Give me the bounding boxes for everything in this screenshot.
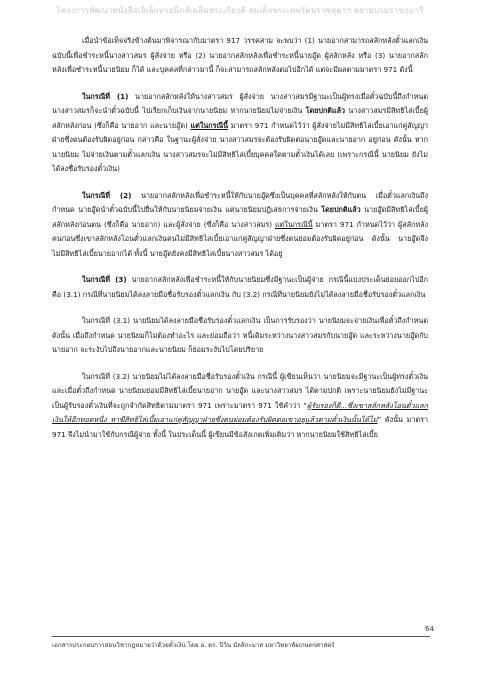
paragraph-text-segment: โดยปกติแล้ว [321,205,361,214]
paragraph [52,370,428,443]
paragraph-text-segment: ผู้รับรองก็ดี...ซึ่งเขาสลักหลังโอนตั๋วแลกเงินให้อีกทอดหนึ่ง หาฆีสิทธิไล่เบี้ยเอาแก่คู่สัญญาฝ่ายซึ่งตนย่อมต้องรับผิดต่อเขาอยู่แล้วตามตั๋วเงินนั้นได้ไม่ [52,400,428,424]
paragraph-text-segment: แต่ในกรณีนี้ [275,219,313,229]
paragraph-text-segment: มาตรา 971 กำหนดไว้ว่า ผู้สั่งจ่ายไม่มีสิทธิไล่เบี้ยเอาแก่คู่สัญญาฝ่ายซึ่งตนต้องรับผิดอยู่ก่อน กล่าวคือ ในฐานะผู้สั่งจ่าย นางสาวสมรจะต้องรับผิดต่อนายอู๊ดและนายอาก อยู่ก่อน ดังนั้น หากนายนิยม ไม่จ่ายเงินตามตั๋วแลกเงิน นางสาวสมรจะไม่มีสิทธิไล่เบี้ยบุคคลใดตามตั๋วเงินได้เลย (เพราะกรณีนี้ นายนิยม ยังไม่ได้ลงชื่อรับรองตั๋วเงิน) [52,120,428,173]
paragraph-text-segment: เมื่อนำข้อเท็จจริงข้างต้นมาพิจารณากับมาตรา 917 วรรคสาม จะพบว่า (1) นายอากสามารถสลักหลังตั๋วแลกเงินฉบับนี้เพื่อชำระหนี้นางสาวสมร ผู้สั่งจ่าย หรือ (2) นายอากสลักหลังเพื่อชำระหนี้นายอู๊ด ผู้สลักหลัง หรือ (3) นายอากสลักหลังเพื่อชำระหนี้นายนิยม ก็ได้ และบุคคลที่กล่าวมานี้ ก็จะสามารถสลักหลังต่อไปอีกได้ แต่จะมีผลตามมาตรา 971 ดังนี้ [52,36,428,74]
document-body [52,34,428,454]
paragraph [52,273,428,302]
paragraph [52,189,428,262]
paragraph-text-segment: นายอากสลักหลังเพื่อชำระหนี้ให้กับนายนิยมซึ่งมีฐานะเป็นผู้จ่าย กรณีนี้แบ่งประเด็นย่อยออกไปอีก คือ (3.1) กรณีที่นายนิยมได้ลงลายมือชื่อรับรองตั๋วแลกเงิน กับ (3.2) กรณีที่นายนิยมยังไม่ได้ลงลายมือชื่อรับรองตั๋วแลกเงิน [52,275,428,299]
page-header: โครงการพัฒนาหนังสือเอิเล็กทรอนิกส์เฉลิมพระเกียรติ สมเด็จพระเทพรัตนราชสุดาฯ สยามบรมราชกุมารี [56,6,424,15]
paragraph-text-segment: แต่ในกรณีนี้ [190,120,229,130]
paragraph-text-segment: ” ดังนั้น มาตรา 971 จึงไม่นำมาใช้กับกรณีผู้จ่าย ทั้งนี้ ในประเด็นนี้ ผู้เขียนมีข้อสังเกตเพิ่มเติมว่า หากนายนิยมใช้สิทธิไล่เบี้ย [52,415,428,439]
paragraph-text-segment: มาตรา 971 กำหนดไว้ว่า ผู้สลักหลังคนก่อนซึ่งเขาสลักหลังโอนตั๋วแลกเงินคนไม่มีสิทธิไล่เบี้ยเอาแก่คู่สัญญาฝ่ายซึ่งตนย่อมต้องรับผิดอยู่ก่อน ดังนั้น นายอู๊ดจึงไม่มีสิทธิไล่เบี้ยนายอากได้ ทั้งนี้ นายอู๊ดยังคงมีสิทธิไล่เบี้ยนางสาวสมร ได้อยู่ [52,219,429,258]
paragraph-text-segment: นายอากสลักหลังให้นางสาวสมร ผู้สั่งจ่าย นางสาวสมรมีฐานะเป็นผู้ทรงเมื่อตั๋วฉบับนี้ถึงกำหนด นางสาวสมรก็จะนำตั๋วฉบับนี้ ไปเรียกเก็บเงินจากนายนิยม หากนายนิยมไม่จ่ายเงิน [52,91,428,115]
paragraph-text-segment: ในกรณีที่ (3) [82,275,127,284]
paragraph-text-segment: ในกรณีที่ (1) [82,91,129,101]
paragraph [52,90,428,177]
paragraph-text-segment: นายอู๊ดมีสิทธิไล่เบี้ยผู้สลักหลังก่อนตน (ซึ่งก็คือ นายอาก) และผู้สั่งจ่าย (ซึ่งก็คือ นางสาวสมร) [52,205,428,229]
paragraph-text-segment: โดยปกติแล้ว [305,106,346,115]
paragraph-text-segment: ในกรณีที่ (3.1) นายนิยมได้ลงลายมือชื่อรับรองตั๋วแลกเงิน เป็นการรับรองว่า นายนิยมจะจ่ายเงินเพื่อตั๋วถึงกำหนด ดังนั้น เมื่อถึงกำหนด นายนิยมก็ไม่ต้องทำอะไร และย่อมถือว่า หนี้เดิมระหว่างนางสาวสมรกับนายอู๊ด และระหว่างนายอู๊ดกับนายอาก จะระงับไปถึงนายอากและนายนิยม ก็ย่อมระงับไปโดยปริยาย [52,316,428,354]
paragraph-text-segment: ในกรณีที่ (3.2) นายนิยมไม่ได้ลงลายมือชื่อรับรองตั๋วเงิน กรณีนี้ ผู้เขียนเห็นว่า นายนิยมจะมีฐานะเป็นผู้ทรงตั๋วเงิน และเมื่อตั๋วถึงกำหนด นายนิยมย่อมมีสิทธิไล่เบี้ยนายอาก นายอู๊ด และนางสาวสมร ได้ตามปกติ เพราะนายนิยมยังไม่มีฐานะเป็นผู้รับรองตั๋วเงินที่จะถูกจำกัดสิทธิตามมาตรา 971 เพราะมาตรา 971 ใช้คำว่า “ [52,371,428,410]
paragraph-text-segment: นายอากสลักหลังเพื่อชำระหนี้ให้กับนายอู๊ดซึ่งเป็นบุคคลที่สลักหลังให้กับตน เมื่อตั๋วแลกเงินถึงกำหนด นายอู๊ดนำตั๋วฉบับนี้ไปยื่นให้กับนายนิยมจ่ายเงิน แต่นายนิยมปฏิเสธการจ่ายเงิน [52,190,428,214]
page-number: 64 [425,625,434,633]
footer-divider [52,636,430,637]
paragraph [52,314,428,358]
paragraph-text-segment: ในกรณีที่ (2) [82,190,132,200]
paragraph [52,34,428,78]
paragraph-text-segment: นางสาวสมรมีสิทธิไล่เบี้ยผู้สลักหลังก่อน (ซึ่งก็คือ นายอาก และนายอู๊ด) [52,106,428,130]
page-footer: เอกสารประกอบการสอนวิชากฎหมายว่าด้วยตั๋วเงิน โดย อ. ดร. ปิวิน มัลลิกะมาส มหาวิทยาลัยเกษตรศาสตร์ [52,642,335,649]
